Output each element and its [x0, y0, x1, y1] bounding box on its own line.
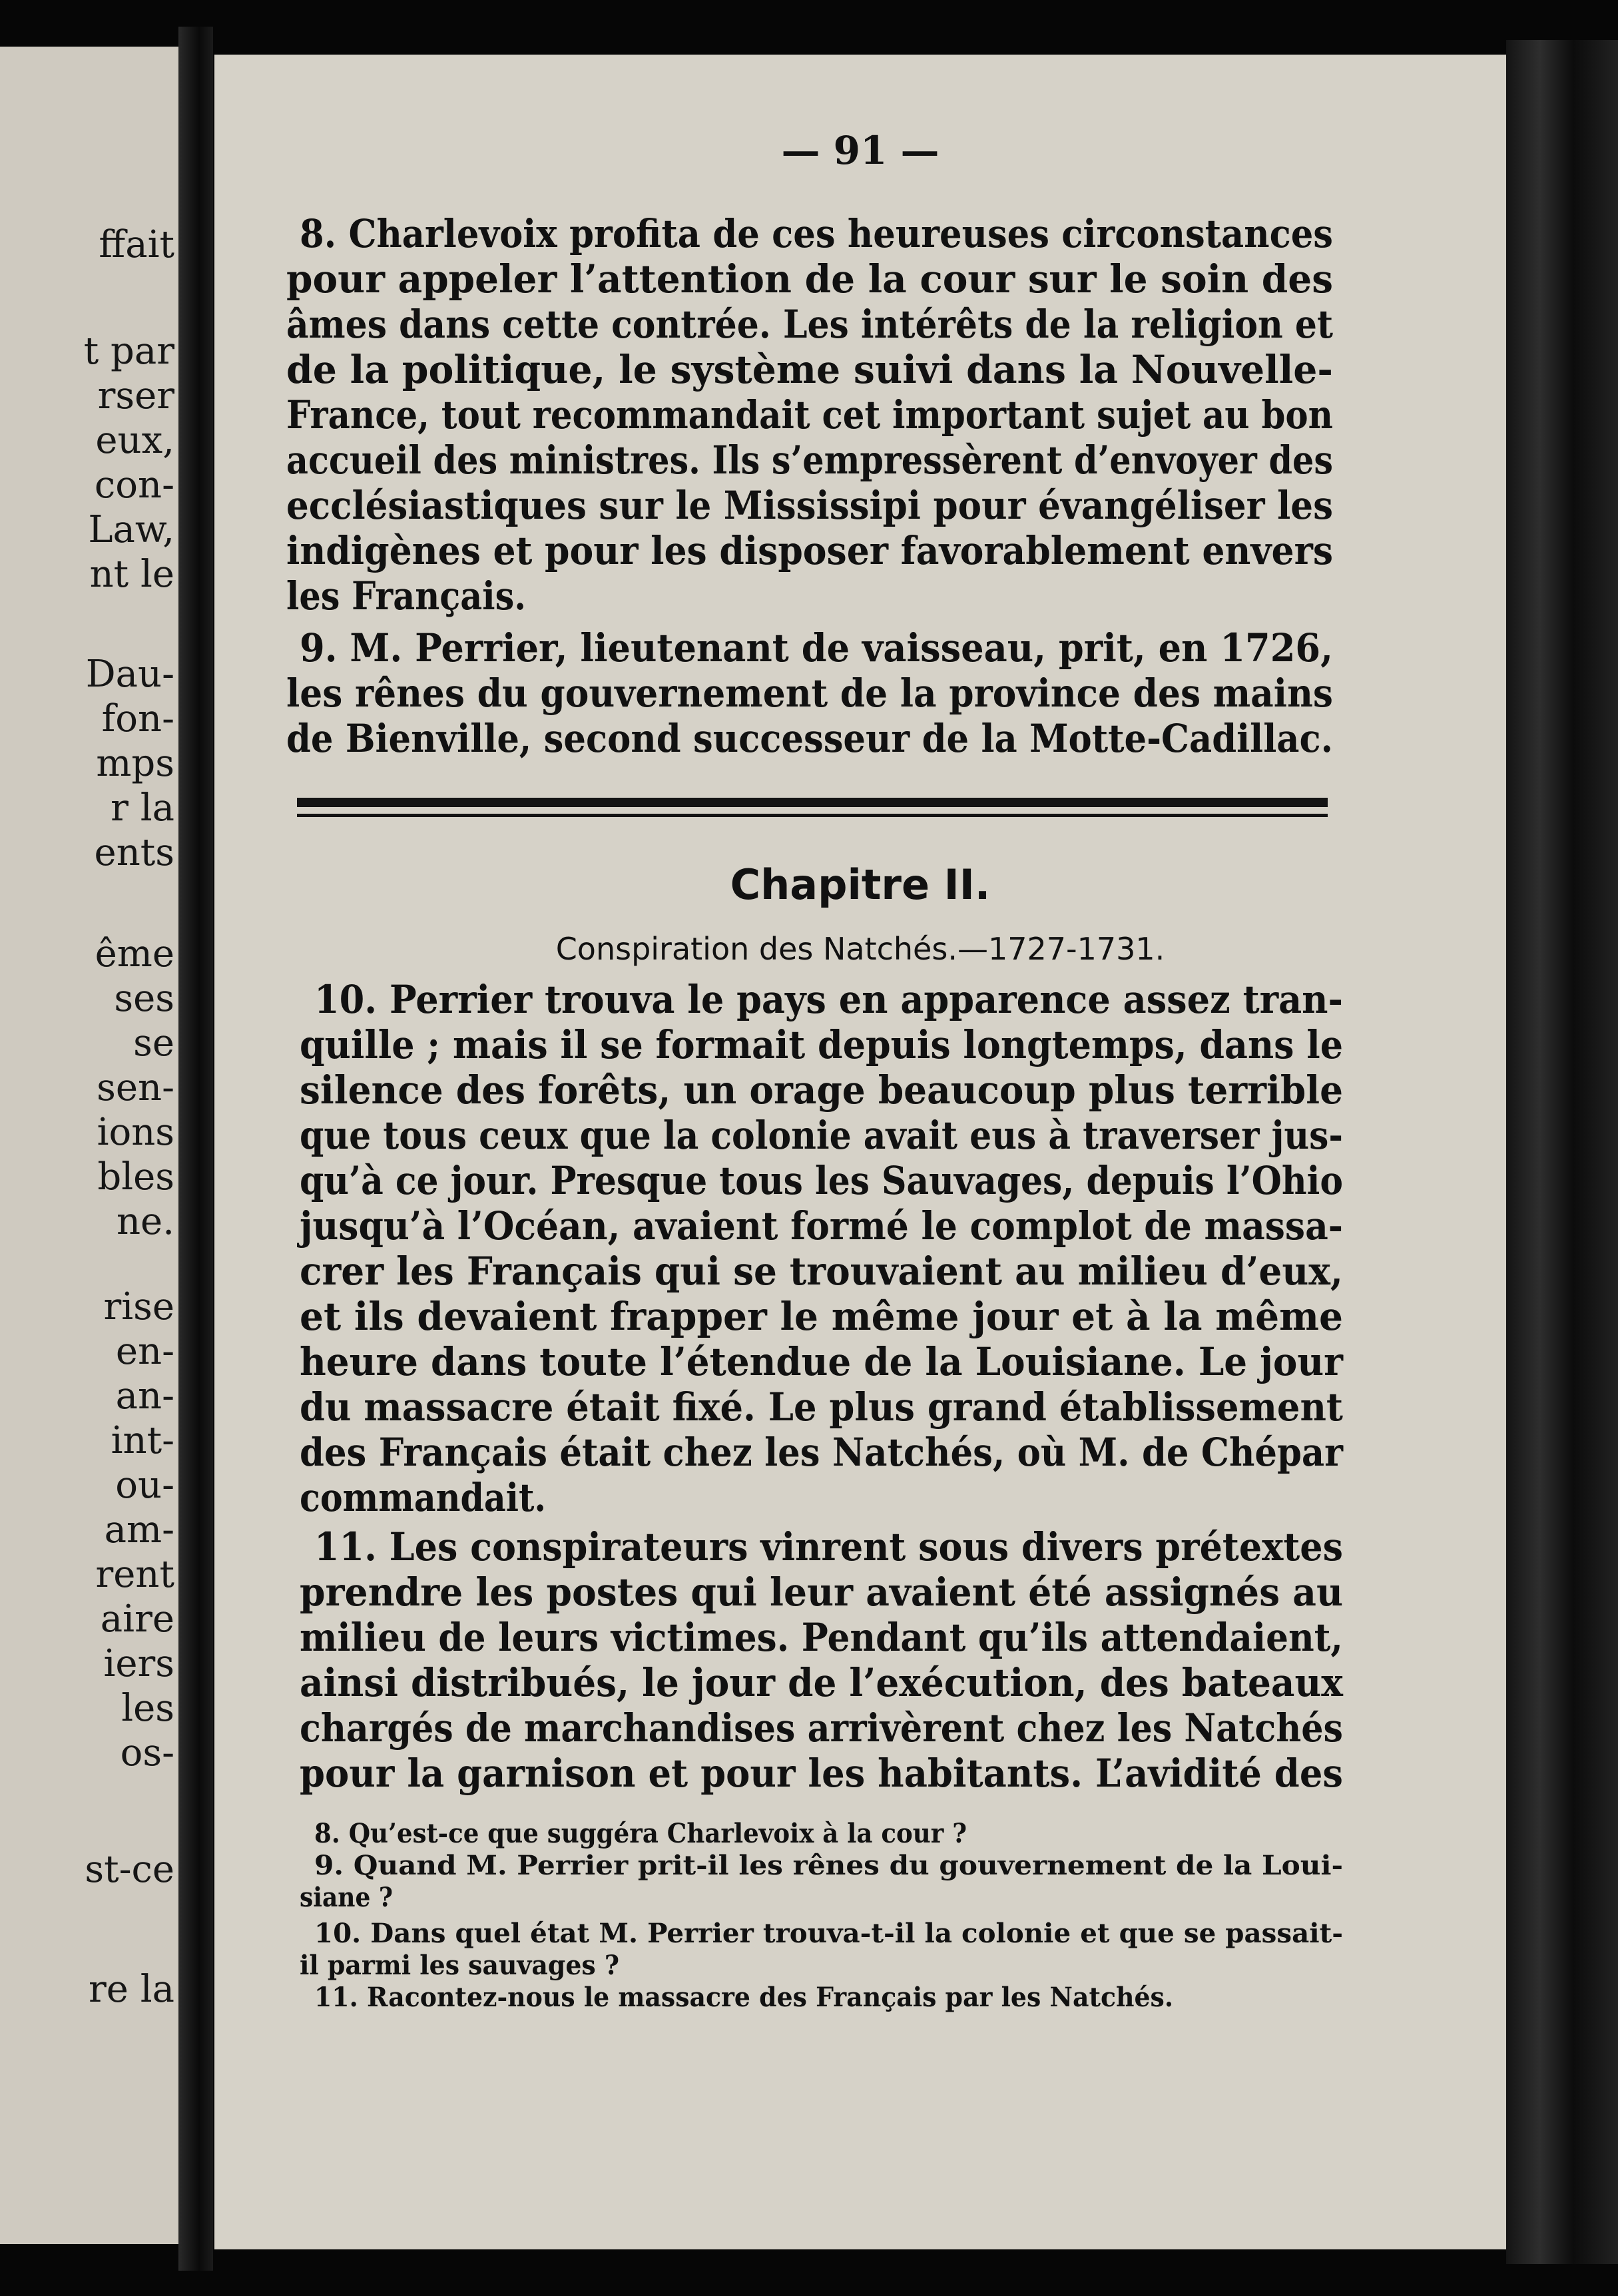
- left-page-fragment: an-: [115, 1374, 174, 1418]
- text-line: 9. M. Perrier, lieutenant de vaisseau, prit, en 1726,: [300, 625, 1333, 671]
- left-page-fragment: re la: [88, 1968, 174, 2011]
- left-page-fragment: nt le: [89, 553, 174, 596]
- left-page-fragment: ffait: [99, 223, 174, 266]
- left-page-fragment: Law,: [88, 508, 174, 551]
- left-page-fragment: ême: [95, 932, 174, 976]
- section-divider-thin: [297, 814, 1328, 817]
- left-page-fragment: ions: [97, 1111, 174, 1154]
- left-page-fragment: en-: [115, 1330, 174, 1373]
- text-line: milieu de leurs victimes. Pendant qu’ils attendaient,: [300, 1615, 1343, 1660]
- left-page-fragment: eux,: [95, 419, 174, 462]
- text-line: qu’à ce jour. Presque tous les Sauvages, depuis l’Ohio: [300, 1158, 1343, 1203]
- text-line: ecclésiastiques sur le Mississipi pour évangéliser les: [286, 483, 1333, 528]
- left-page-fragment: bles: [97, 1155, 174, 1199]
- left-page-fragment: int-: [111, 1419, 174, 1462]
- text-line: commandait.: [300, 1475, 546, 1520]
- text-line: accueil des ministres. Ils s’empressèrent d’envoyer des: [286, 437, 1333, 483]
- text-line: heure dans toute l’étendue de la Louisiane. Le jour: [300, 1339, 1343, 1384]
- left-page-fragment: r la: [111, 786, 174, 830]
- left-page-fragment: am-: [104, 1508, 174, 1552]
- text-line: que tous ceux que la colonie avait eus à traverser jus-: [300, 1113, 1343, 1158]
- footnote-line: il parmi les sauvages ?: [300, 1950, 619, 1981]
- text-line: pour la garnison et pour les habitants. L’avidité des: [300, 1751, 1343, 1796]
- text-line: du massacre était fixé. Le plus grand établissement: [300, 1384, 1343, 1430]
- left-page-fragment: aire: [100, 1597, 174, 1641]
- left-page-fragment: st-ce: [85, 1848, 174, 1891]
- text-line: 10. Perrier trouva le pays en apparence assez tran-: [314, 977, 1343, 1022]
- left-page-fragment: les: [121, 1687, 174, 1730]
- left-page-fragment: con-: [94, 463, 174, 507]
- text-line: indigènes et pour les disposer favorablement envers: [286, 528, 1333, 573]
- book-gutter: [178, 27, 213, 2271]
- left-page-fragment: rent: [95, 1553, 174, 1596]
- footnote-line: 10. Dans quel état M. Perrier trouva-t-il la colonie et que se passait-: [314, 1918, 1343, 1949]
- footnote-line: 11. Racontez-nous le massacre des Français par les Natchés.: [314, 1982, 1173, 2013]
- page-edge-shadow: [1506, 40, 1618, 2264]
- left-page-fragment: rser: [97, 374, 174, 418]
- left-page-fragment: fon-: [101, 697, 174, 740]
- left-page-fragment: os-: [120, 1731, 174, 1775]
- text-line: quille ; mais il se formait depuis longtemps, dans le: [300, 1022, 1343, 1067]
- text-line: de Bienville, second successeur de la Motte-Cadillac.: [286, 716, 1333, 761]
- text-line: les Français.: [286, 573, 526, 619]
- left-page-fragment: rise: [103, 1285, 174, 1328]
- text-line: des Français était chez les Natchés, où M. de Chépar: [300, 1430, 1343, 1475]
- page-number: — 91 —: [781, 128, 940, 173]
- text-line: 8. Charlevoix profita de ces heureuses circonstances: [300, 211, 1333, 256]
- text-line: crer les Français qui se trouvaient au milieu d’eux,: [300, 1249, 1343, 1294]
- footnote-line: 9. Quand M. Perrier prit-il les rênes du gouvernement de la Loui-: [314, 1850, 1343, 1881]
- section-divider-thick: [297, 798, 1328, 807]
- chapter-subtitle: Conspiration des Natchés.—1727-1731.: [555, 931, 1165, 967]
- text-line: de la politique, le système suivi dans la Nouvelle-: [286, 347, 1333, 392]
- left-page-fragment: iers: [103, 1642, 174, 1685]
- left-page-fragment: ents: [94, 831, 174, 874]
- text-line: ainsi distribués, le jour de l’exécution, des bateaux: [300, 1660, 1343, 1705]
- text-line: chargés de marchandises arrivèrent chez les Natchés: [300, 1705, 1343, 1751]
- footnote-line: siane ?: [300, 1882, 393, 1913]
- text-line: France, tout recommandait cet important sujet au bon: [286, 392, 1333, 437]
- book-page: [214, 55, 1506, 2249]
- text-line: 11. Les conspirateurs vinrent sous divers prétextes: [314, 1524, 1343, 1570]
- text-line: pour appeler l’attention de la cour sur le soin des: [286, 256, 1333, 302]
- text-line: jusqu’à l’Océan, avaient formé le complot de massa-: [300, 1203, 1343, 1249]
- left-page-fragment: ou-: [115, 1464, 174, 1507]
- left-page-strip: [0, 47, 178, 2244]
- left-page-fragment: ses: [114, 977, 174, 1020]
- left-page-fragment: ne.: [116, 1200, 174, 1243]
- text-line: les rênes du gouvernement de la province des mains: [286, 671, 1333, 716]
- text-line: silence des forêts, un orage beaucoup plus terrible: [300, 1067, 1343, 1113]
- footnote-line: 8. Qu’est-ce que suggéra Charlevoix à la cour ?: [314, 1818, 967, 1849]
- left-page-fragment: mps: [96, 742, 174, 785]
- left-page-fragment: sen-: [97, 1066, 174, 1109]
- left-page-fragment: Dau-: [85, 653, 174, 696]
- left-page-fragment: t par: [83, 330, 174, 373]
- text-line: âmes dans cette contrée. Les intérêts de la religion et: [286, 302, 1333, 347]
- left-page-fragment: se: [133, 1021, 174, 1065]
- text-line: prendre les postes qui leur avaient été assignés au: [300, 1570, 1343, 1615]
- chapter-title: Chapitre II.: [730, 860, 991, 909]
- text-line: et ils devaient frapper le même jour et à la même: [300, 1294, 1343, 1339]
